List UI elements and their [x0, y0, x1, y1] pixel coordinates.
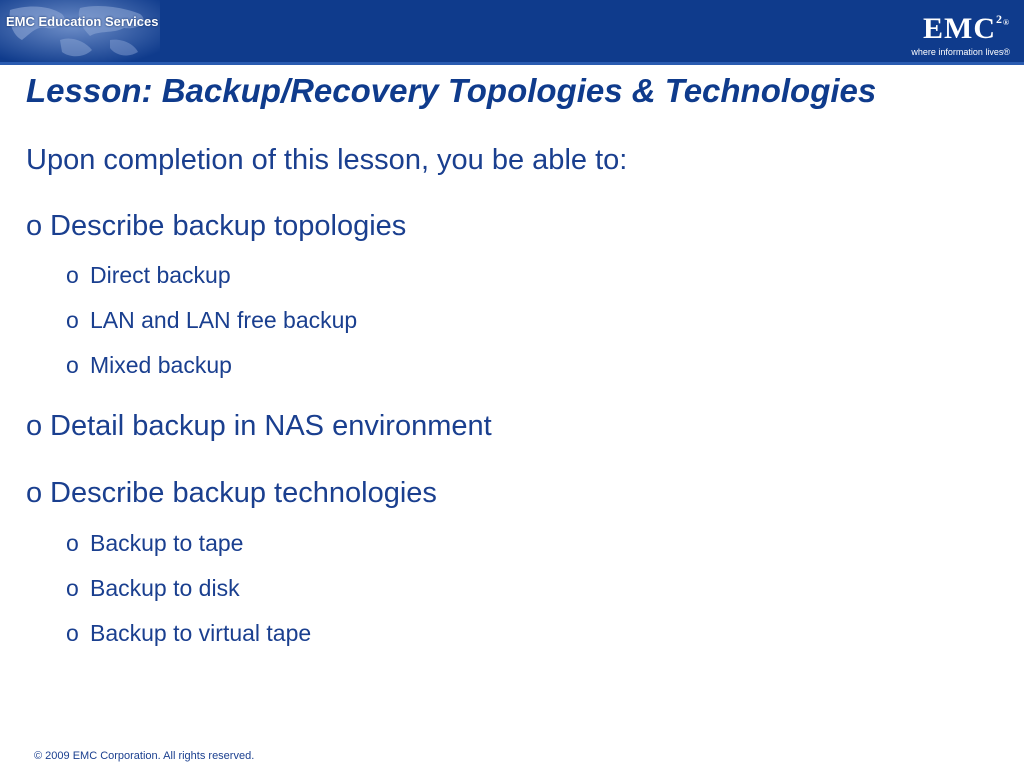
- list-item-text: Describe backup topologies: [50, 210, 407, 242]
- sub-list-item-text: Backup to tape: [90, 530, 244, 556]
- sub-list-item-text: LAN and LAN free backup: [90, 307, 358, 333]
- sub-list-item: [66, 262, 231, 289]
- emc-tagline: where information lives®: [911, 47, 1010, 57]
- bullet-marker: o: [66, 530, 79, 556]
- sub-list-item: [66, 307, 357, 334]
- globe-icon: [0, 0, 160, 62]
- header-divider: [0, 62, 1024, 65]
- bullet-marker: o: [66, 307, 79, 333]
- list-item: [26, 477, 437, 510]
- sub-list-item: [66, 575, 240, 602]
- list-item: [26, 410, 492, 443]
- sub-list-item-text: Direct backup: [90, 262, 231, 288]
- bullet-marker: o: [66, 575, 79, 601]
- sub-list-item-text: Backup to virtual tape: [90, 620, 312, 646]
- header-banner: [0, 0, 1024, 62]
- sub-list-item: [66, 352, 232, 379]
- bullet-marker: o: [26, 477, 43, 509]
- slide-intro: Upon completion of this lesson, you be able to:: [26, 144, 628, 176]
- emc-logo: [890, 8, 1010, 56]
- education-services-label: EMC Education Services: [6, 14, 159, 29]
- sub-list-item: [66, 620, 311, 647]
- sub-list-item: [66, 530, 243, 557]
- bullet-marker: o: [26, 410, 43, 442]
- bullet-marker: o: [66, 262, 79, 288]
- education-services-logo: [0, 0, 160, 62]
- sub-list-item-text: Backup to disk: [90, 575, 240, 601]
- emc-wordmark: $EMC^{2®}$: [923, 12, 1010, 45]
- copyright-footer: © 2009 EMC Corporation. All rights reserved.: [34, 750, 255, 762]
- sub-list-item-text: Mixed backup: [90, 352, 232, 378]
- bullet-marker: o: [26, 210, 43, 242]
- bullet-marker: o: [66, 352, 79, 378]
- bullet-marker: o: [66, 620, 79, 646]
- slide-title: Lesson: Backup/Recovery Topologies & Technologies: [26, 72, 877, 109]
- list-item: [26, 210, 406, 243]
- list-item-text: Detail backup in NAS environment: [50, 410, 492, 442]
- list-item-text: Describe backup technologies: [50, 477, 437, 509]
